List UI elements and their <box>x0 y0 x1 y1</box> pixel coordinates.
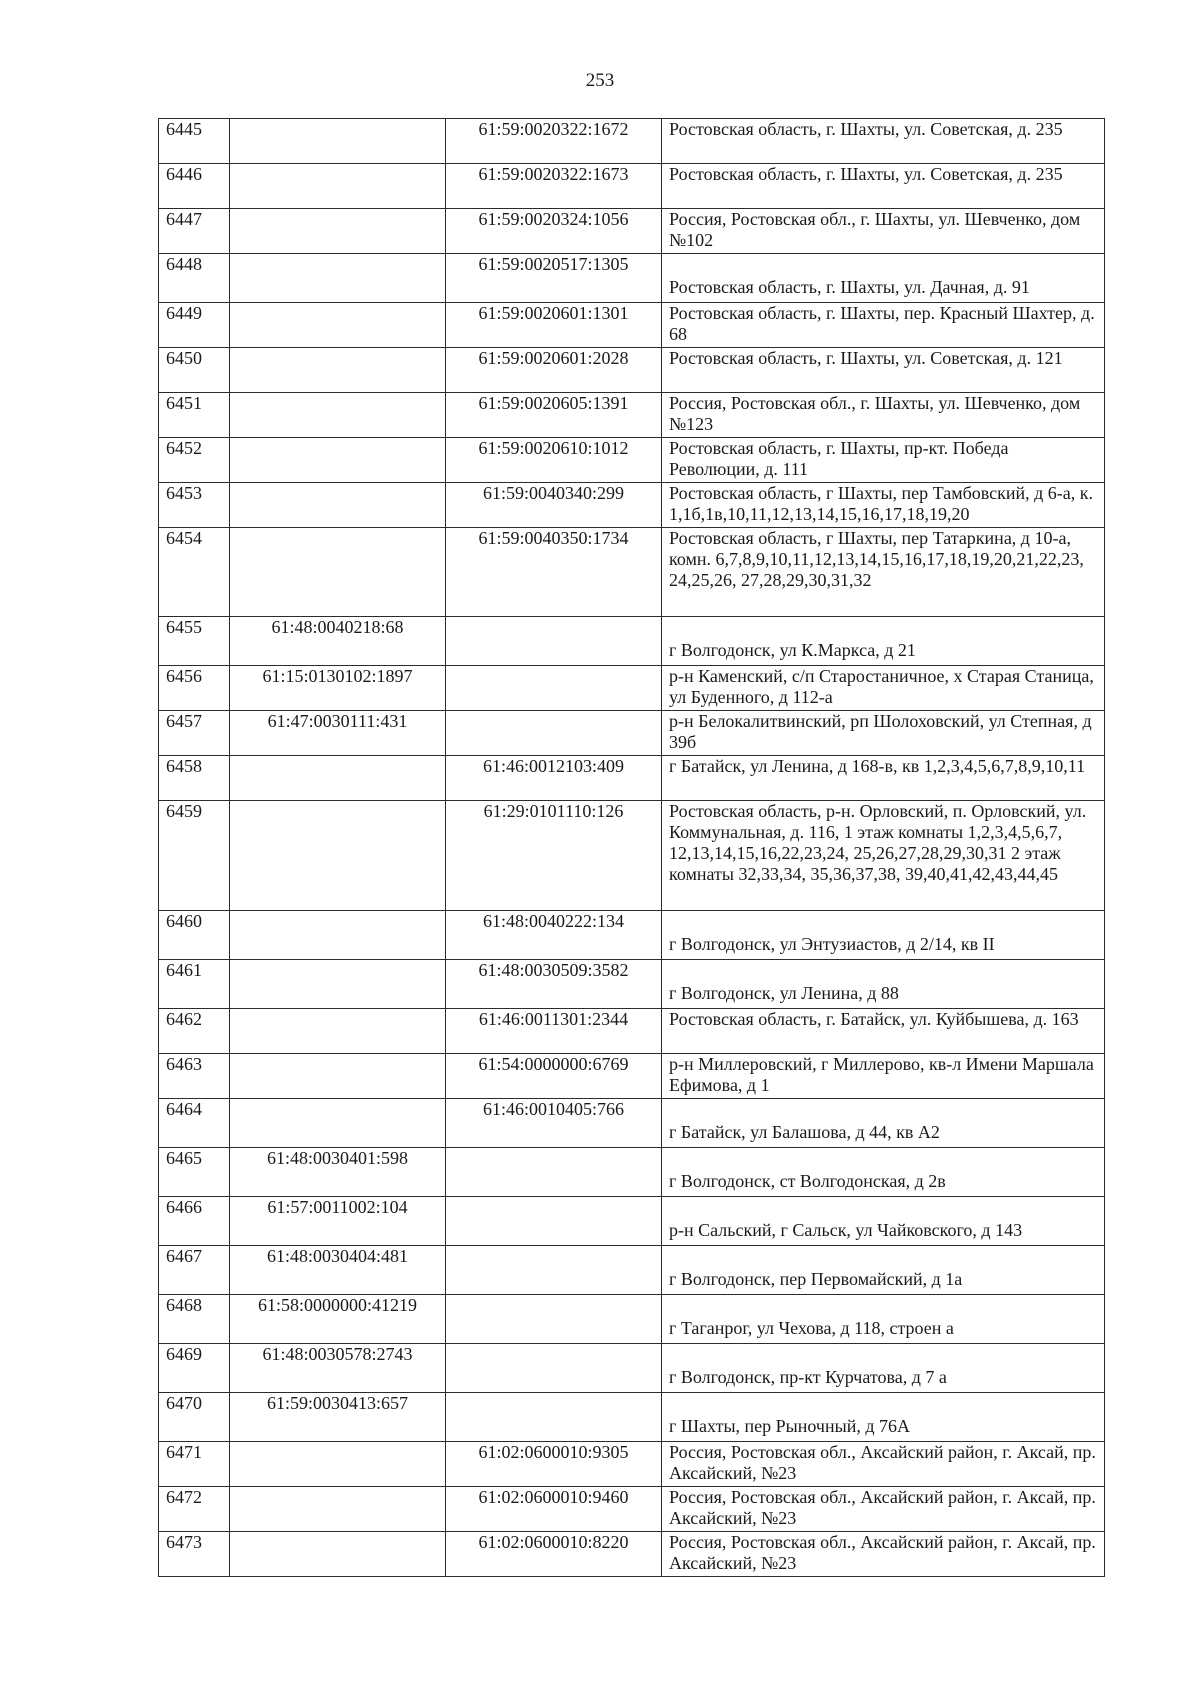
cadastral-number-cell: 61:48:0030404:481 <box>230 1246 446 1295</box>
address-cell: р-н Каменский, с/п Старостаничное, х Старая Станица, ул Буденного, д 112-а <box>662 666 1105 711</box>
table-row <box>159 1393 1105 1442</box>
address-cell: Россия, Ростовская обл., Аксайский район, г. Аксай, пр. Аксайский, №23 <box>662 1487 1105 1532</box>
table-row <box>159 164 1105 209</box>
row-number-cell: 6463 <box>159 1054 230 1099</box>
cadastral-number-cell <box>446 1393 662 1442</box>
cadastral-number-cell <box>230 119 446 164</box>
address-cell: г Волгодонск, пр-кт Курчатова, д 7 а <box>662 1344 1105 1393</box>
table-row <box>159 1442 1105 1487</box>
row-number-cell: 6459 <box>159 801 230 911</box>
cadastral-number-cell <box>230 756 446 801</box>
cadastral-number-cell: 61:46:0012103:409 <box>446 756 662 801</box>
table-row <box>159 1009 1105 1054</box>
address-cell: Россия, Ростовская обл., г. Шахты, ул. Шевченко, дом №102 <box>662 209 1105 254</box>
cadastral-number-cell: 61:59:0030413:657 <box>230 1393 446 1442</box>
row-number-cell: 6461 <box>159 960 230 1009</box>
row-number-cell: 6468 <box>159 1295 230 1344</box>
row-number-cell: 6470 <box>159 1393 230 1442</box>
table-row <box>159 348 1105 393</box>
cadastral-number-cell: 61:15:0130102:1897 <box>230 666 446 711</box>
cadastral-number-cell: 61:48:0030509:3582 <box>446 960 662 1009</box>
row-number-cell: 6445 <box>159 119 230 164</box>
registry-body <box>159 119 1105 1577</box>
cadastral-number-cell: 61:59:0020322:1673 <box>446 164 662 209</box>
cadastral-number-cell: 61:59:0020322:1672 <box>446 119 662 164</box>
row-number-cell: 6471 <box>159 1442 230 1487</box>
table-row <box>159 1295 1105 1344</box>
cadastral-number-cell <box>446 1148 662 1197</box>
address-cell: г Волгодонск, пер Первомайский, д 1а <box>662 1246 1105 1295</box>
table-row <box>159 303 1105 348</box>
cadastral-number-cell <box>446 1295 662 1344</box>
address-cell: Россия, Ростовская обл., Аксайский район, г. Аксай, пр. Аксайский, №23 <box>662 1442 1105 1487</box>
table-row <box>159 617 1105 666</box>
table-row <box>159 711 1105 756</box>
row-number-cell: 6466 <box>159 1197 230 1246</box>
cadastral-number-cell <box>230 393 446 438</box>
address-cell: Ростовская область, р-н. Орловский, п. Орловский, ул. Коммунальная, д. 116, 1 этаж комнаты 1,2,3,4,5,6,7, 12,13,14,15,16,22,23,24, 25,26,27,28,29,30,31 2 этаж комнаты 32,33,34, 35,36,37,38, 39,40,41,42,43,44,45 <box>662 801 1105 911</box>
row-number-cell: 6467 <box>159 1246 230 1295</box>
address-cell: Ростовская область, г. Шахты, пр-кт. Победа Революции, д. 111 <box>662 438 1105 483</box>
row-number-cell: 6472 <box>159 1487 230 1532</box>
cadastral-number-cell: 61:48:0030578:2743 <box>230 1344 446 1393</box>
cadastral-number-cell <box>230 1099 446 1148</box>
address-cell: г Волгодонск, ст Волгодонская, д 2в <box>662 1148 1105 1197</box>
address-cell: Ростовская область, г. Батайск, ул. Куйбышева, д. 163 <box>662 1009 1105 1054</box>
table-row <box>159 1054 1105 1099</box>
row-number-cell: 6449 <box>159 303 230 348</box>
table-row <box>159 483 1105 528</box>
cadastral-number-cell <box>230 254 446 303</box>
cadastral-number-cell: 61:59:0040350:1734 <box>446 528 662 617</box>
row-number-cell: 6469 <box>159 1344 230 1393</box>
cadastral-number-cell <box>230 528 446 617</box>
cadastral-number-cell: 61:54:0000000:6769 <box>446 1054 662 1099</box>
cadastral-number-cell: 61:59:0040340:299 <box>446 483 662 528</box>
cadastral-number-cell <box>230 1009 446 1054</box>
table-row <box>159 666 1105 711</box>
cadastral-number-cell: 61:59:0020601:1301 <box>446 303 662 348</box>
address-cell: г Волгодонск, ул Ленина, д 88 <box>662 960 1105 1009</box>
cadastral-number-cell: 61:57:0011002:104 <box>230 1197 446 1246</box>
table-row <box>159 438 1105 483</box>
cadastral-number-cell: 61:47:0030111:431 <box>230 711 446 756</box>
table-row <box>159 209 1105 254</box>
row-number-cell: 6454 <box>159 528 230 617</box>
row-number-cell: 6457 <box>159 711 230 756</box>
table-row <box>159 1487 1105 1532</box>
address-cell: г Волгодонск, ул К.Маркса, д 21 <box>662 617 1105 666</box>
cadastral-number-cell: 61:59:0020324:1056 <box>446 209 662 254</box>
table-row <box>159 1246 1105 1295</box>
cadastral-number-cell <box>230 438 446 483</box>
cadastral-number-cell: 61:59:0020610:1012 <box>446 438 662 483</box>
table-row <box>159 1197 1105 1246</box>
table-row <box>159 911 1105 960</box>
cadastral-number-cell <box>230 960 446 1009</box>
table-row <box>159 756 1105 801</box>
row-number-cell: 6473 <box>159 1532 230 1577</box>
address-cell: Ростовская область, г. Шахты, ул. Советская, д. 235 <box>662 119 1105 164</box>
row-number-cell: 6462 <box>159 1009 230 1054</box>
address-cell: г Батайск, ул Балашова, д 44, кв А2 <box>662 1099 1105 1148</box>
table-row <box>159 1532 1105 1577</box>
cadastral-number-cell: 61:59:0020517:1305 <box>446 254 662 303</box>
address-cell: Россия, Ростовская обл., Аксайский район, г. Аксай, пр. Аксайский, №23 <box>662 1532 1105 1577</box>
row-number-cell: 6455 <box>159 617 230 666</box>
cadastral-number-cell: 61:02:0600010:9460 <box>446 1487 662 1532</box>
cadastral-number-cell: 61:59:0020605:1391 <box>446 393 662 438</box>
row-number-cell: 6448 <box>159 254 230 303</box>
cadastral-number-cell: 61:48:0030401:598 <box>230 1148 446 1197</box>
cadastral-number-cell: 61:29:0101110:126 <box>446 801 662 911</box>
table-row <box>159 1148 1105 1197</box>
cadastral-number-cell <box>446 711 662 756</box>
address-cell: г Таганрог, ул Чехова, д 118, строен а <box>662 1295 1105 1344</box>
cadastral-number-cell: 61:02:0600010:8220 <box>446 1532 662 1577</box>
table-row <box>159 119 1105 164</box>
row-number-cell: 6451 <box>159 393 230 438</box>
cadastral-number-cell <box>230 348 446 393</box>
address-cell: Ростовская область, г Шахты, пер Татаркина, д 10-а, комн. 6,7,8,9,10,11,12,13,14,15,16,17,18,19,20,21,22,23, 24,25,26, 27,28,29,30,31,32 <box>662 528 1105 617</box>
cadastral-number-cell: 61:46:0011301:2344 <box>446 1009 662 1054</box>
cadastral-number-cell <box>230 801 446 911</box>
cadastral-number-cell <box>230 1532 446 1577</box>
row-number-cell: 6446 <box>159 164 230 209</box>
row-number-cell: 6453 <box>159 483 230 528</box>
table-row <box>159 801 1105 911</box>
row-number-cell: 6447 <box>159 209 230 254</box>
cadastral-number-cell: 61:58:0000000:41219 <box>230 1295 446 1344</box>
cadastral-number-cell <box>446 1197 662 1246</box>
cadastral-number-cell <box>446 1344 662 1393</box>
address-cell: Ростовская область, г. Шахты, ул. Дачная, д. 91 <box>662 254 1105 303</box>
cadastral-number-cell <box>230 1442 446 1487</box>
address-cell: р-н Белокалитвинский, рп Шолоховский, ул Степная, д 39б <box>662 711 1105 756</box>
cadastral-number-cell <box>230 303 446 348</box>
address-cell: г Батайск, ул Ленина, д 168-в, кв 1,2,3,4,5,6,7,8,9,10,11 <box>662 756 1105 801</box>
row-number-cell: 6456 <box>159 666 230 711</box>
cadastral-number-cell: 61:46:0010405:766 <box>446 1099 662 1148</box>
table-row <box>159 1344 1105 1393</box>
address-cell: Ростовская область, г Шахты, пер Тамбовский, д 6-а, к. 1,1б,1в,10,11,12,13,14,15,16,17,18,19,20 <box>662 483 1105 528</box>
address-cell: г Волгодонск, ул Энтузиастов, д 2/14, кв II <box>662 911 1105 960</box>
table-row <box>159 960 1105 1009</box>
row-number-cell: 6460 <box>159 911 230 960</box>
cadastral-number-cell <box>230 911 446 960</box>
cadastral-number-cell <box>230 209 446 254</box>
address-cell: г Шахты, пер Рыночный, д 76А <box>662 1393 1105 1442</box>
cadastral-number-cell: 61:48:0040218:68 <box>230 617 446 666</box>
cadastral-number-cell: 61:59:0020601:2028 <box>446 348 662 393</box>
table-row <box>159 254 1105 303</box>
address-cell: р-н Миллеровский, г Миллерово, кв-л Имени Маршала Ефимова, д 1 <box>662 1054 1105 1099</box>
cadastral-number-cell <box>230 483 446 528</box>
row-number-cell: 6465 <box>159 1148 230 1197</box>
address-cell: Россия, Ростовская обл., г. Шахты, ул. Шевченко, дом №123 <box>662 393 1105 438</box>
cadastral-number-cell <box>446 666 662 711</box>
address-cell: Ростовская область, г. Шахты, ул. Советская, д. 235 <box>662 164 1105 209</box>
table-row <box>159 528 1105 617</box>
cadastral-number-cell: 61:02:0600010:9305 <box>446 1442 662 1487</box>
table-row <box>159 393 1105 438</box>
cadastral-number-cell <box>230 164 446 209</box>
page-number: 253 <box>585 70 615 91</box>
cadastral-number-cell <box>446 617 662 666</box>
address-cell: Ростовская область, г. Шахты, пер. Красный Шахтер, д. 68 <box>662 303 1105 348</box>
cadastral-number-cell <box>230 1054 446 1099</box>
cadastral-number-cell: 61:48:0040222:134 <box>446 911 662 960</box>
address-cell: Ростовская область, г. Шахты, ул. Советская, д. 121 <box>662 348 1105 393</box>
address-cell: р-н Сальский, г Сальск, ул Чайковского, д 143 <box>662 1197 1105 1246</box>
row-number-cell: 6450 <box>159 348 230 393</box>
row-number-cell: 6464 <box>159 1099 230 1148</box>
row-number-cell: 6458 <box>159 756 230 801</box>
cadastral-number-cell <box>230 1487 446 1532</box>
table-row <box>159 1099 1105 1148</box>
cadastral-number-cell <box>446 1246 662 1295</box>
row-number-cell: 6452 <box>159 438 230 483</box>
property-registry-table <box>158 118 1105 1577</box>
